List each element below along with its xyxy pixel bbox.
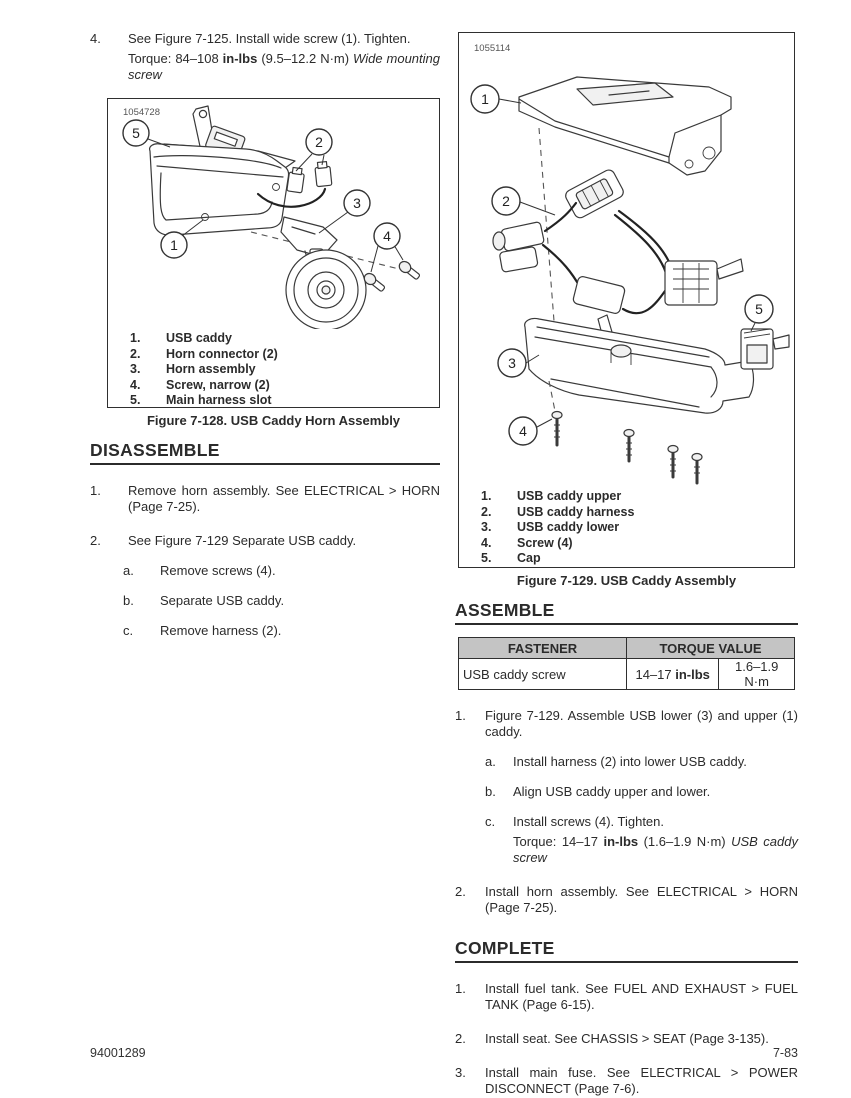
footer-page-number: 7-83 [772,1046,798,1060]
legend-item: 3. USB caddy lower [481,520,620,534]
figure-7-129-caption: Figure 7-129. USB Caddy Assembly [516,573,737,588]
legend-item: 5. Cap [481,551,541,565]
photo-id: 1055114 [474,43,511,54]
complete-heading: COMPLETE [455,938,798,963]
left-column [90,0,440,639]
torque-inlbs-cell: 14–17 in-lbs [627,659,719,690]
screw-2 [624,430,634,462]
legend-item: 1. USB caddy [130,331,232,345]
step-text: See Figure 7-125. Install wide screw (1). Tighten. [128,31,411,46]
assemble-heading: ASSEMBLE [455,600,798,625]
assembly-axis-dashed [539,128,554,321]
callout-3 [498,349,526,377]
step-install-wide-screw [90,31,440,83]
disassemble-step-1: 1. Remove horn assembly. See ELECTRICAL > HORN (Page 7-25). [90,483,440,514]
usb-caddy-upper [519,77,731,175]
disassemble-step-2c: c. Remove harness (2). [123,623,282,638]
horn-connector-b [314,161,331,186]
figure-7-129 [458,32,795,568]
usb-caddy-horn-illustration [108,99,438,329]
svg-text:5: 5 [755,301,763,317]
callout-4 [509,417,537,445]
callout-4 [374,223,400,249]
assemble-step-1c: c. Install screws (4). Tighten. Torque: 14–17 in-lbs (1.6–1.9 N·m) USB caddy screw [485,814,798,865]
step-number: 4. [90,31,101,46]
usb-caddy-lower [525,318,754,413]
torque-spec [128,51,440,83]
screw-narrow-b [397,259,422,281]
torque-metric-cell: 1.6–1.9 N·m [719,659,795,690]
table-row [459,659,795,690]
legend-item: 2. USB caddy harness [481,504,635,519]
svg-text:1: 1 [481,91,489,107]
callout-1 [161,232,187,258]
torque-metric: (9.5–12.2 N·m) [261,51,350,66]
torque-unit: in-lbs [222,51,258,66]
torque-spec-table [458,637,795,690]
svg-text:3: 3 [508,355,516,371]
photo-id: 1054728 [123,107,160,118]
figure-7-128-caption: Figure 7-128. USB Caddy Horn Assembly [146,413,401,428]
svg-text:2: 2 [315,134,323,150]
usb-caddy-assembly-illustration [459,33,793,487]
torque-spec [513,834,798,866]
legend-item: 4. Screw (4) [481,535,573,550]
callout-1 [471,85,499,113]
table-header-torque-value: TORQUE VALUE [627,638,795,659]
figure-7-128 [107,98,440,408]
assemble-step-1b: b. Align USB caddy upper and lower. [485,784,711,799]
step-text: Install screws (4). Tighten. [513,814,664,829]
assemble-step-1c-body [513,814,798,866]
fastener-cell: USB caddy screw [459,659,627,690]
torque-prefix: Torque: 14–17 [513,834,598,849]
legend-item: 1. USB caddy upper [481,489,622,503]
disassemble-step-2b: b. Separate USB caddy. [123,593,285,608]
legend-item: 5. Main harness slot [130,393,272,407]
callout-3 [344,190,370,216]
svg-text:4: 4 [519,423,527,439]
assemble-step-2: 2. Install horn assembly. See ELECTRICAL > HORN (Page 7-25). [455,884,798,915]
page-footer [90,1046,798,1060]
disassemble-step-2a: a. Remove screws (4). [123,563,276,578]
right-column [455,0,798,1097]
torque-prefix: Torque: 84–108 [128,51,219,66]
figure-7-129-legend [459,487,794,567]
svg-text:5: 5 [132,125,140,141]
figure-7-128-legend [108,329,439,409]
cap [741,329,789,369]
screw-4 [692,454,702,484]
callout-2 [306,129,332,155]
svg-text:3: 3 [353,195,361,211]
torque-metric: (1.6–1.9 N·m) [643,834,726,849]
callout-5 [745,295,773,323]
table-header-fastener: FASTENER [459,638,627,659]
svg-text:4: 4 [383,228,391,244]
callout-2 [492,187,520,215]
footer-part-number: 94001289 [90,1046,146,1060]
screw-1 [552,412,562,446]
torque-fastener-name: USB caddy screw [513,834,798,865]
disassemble-heading: DISASSEMBLE [90,440,440,465]
step-body [128,31,440,83]
legend-item: 3. Horn assembly [130,362,256,376]
torque-fastener-name: Wide mounting screw [128,51,440,82]
legend-item: 4. Screw, narrow (2) [130,377,270,392]
screw-3 [668,446,678,478]
assemble-step-1a: a. Install harness (2) into lower USB caddy. [485,754,747,769]
complete-step-3: 3. Install main fuse. See ELECTRICAL > POWER DISCONNECT (Page 7-6). [455,1065,798,1096]
callout-5 [123,120,149,146]
horn-disc [286,250,366,329]
svg-text:2: 2 [502,193,510,209]
svg-text:1: 1 [170,237,178,253]
torque-unit: in-lbs [603,834,639,849]
disassemble-step-2: 2. See Figure 7-129 Separate USB caddy. [90,533,357,548]
complete-step-1: 1. Install fuel tank. See FUEL AND EXHAUST > FUEL TANK (Page 6-15). [455,981,798,1012]
legend-item: 2. Horn connector (2) [130,346,278,361]
assemble-step-1: 1. Figure 7-129. Assemble USB lower (3) and upper (1) caddy. [455,708,798,739]
complete-step-2: 2. Install seat. See CHASSIS > SEAT (Page 3-135). [455,1031,769,1046]
